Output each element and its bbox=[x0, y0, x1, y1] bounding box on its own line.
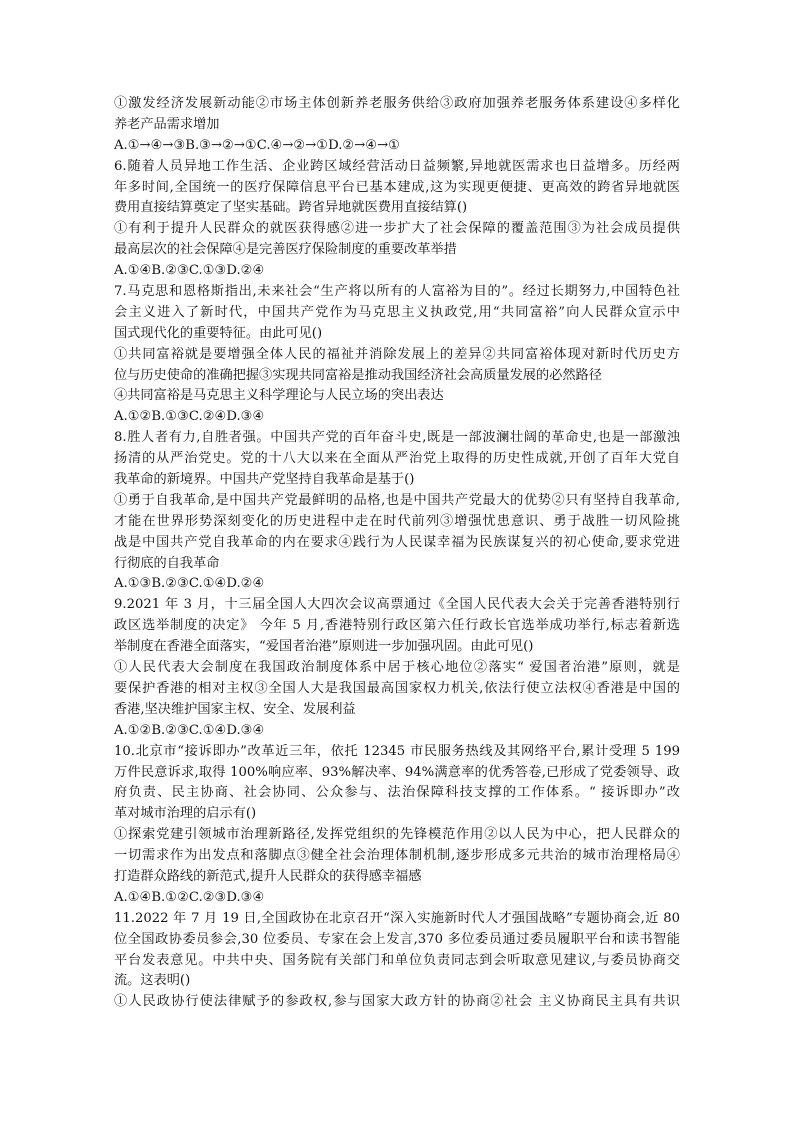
text-line: 战是中国共产党自我革命的内在要求④践行为人民谋幸福为民族谋复兴的初心使命,要求党进 bbox=[114, 534, 680, 550]
text-line: ①勇于自我革命,是中国共产党最鲜明的品格,也是中国共产党最大的优势②只有坚持自我革命, bbox=[114, 492, 680, 508]
text-line: 11.2022 年 7 月 19 日,全国政协在北京召开“深入实施新时代人才强国战略”专题协商会,近 80 bbox=[114, 910, 680, 926]
text-line: 6.随着人员异地工作生活、企业跨区域经营活动日益频繁,异地就医需求也日益增多。历经两 bbox=[114, 158, 680, 174]
text-line: 10.北京市“接诉即办”改革近三年，依托 12345 市民服务热线及其网络平台,累计受理 5 199 bbox=[114, 743, 680, 759]
text-line: 8.胜人者有力,自胜者强。中国共产党的百年奋斗史,既是一部波澜壮阔的革命史,也是一部激浊 bbox=[114, 430, 680, 446]
text-line: 府负责、民主协商、社会协同、公众参与、法治保障科技支撑的工作体系。“ 接诉即办”改 bbox=[114, 785, 680, 801]
text-line: 才能在世界形势深刻变化的历史进程中走在时代前列③增强忧患意识、勇于战胜一切风险挑 bbox=[114, 513, 680, 529]
text-line: 举制度在香港全面落实，“爱国者治港”原则进一步加强巩固。由此可见() bbox=[114, 639, 534, 655]
text-line: ①探索党建引领城市治理新路径,发挥党组织的先锋模范作用②以人民为中心，把人民群众的 bbox=[114, 827, 680, 843]
text-line: ①共同富裕就是要增强全体人民的福祉并消除发展上的差异②共同富裕体现对新时代历史方 bbox=[114, 346, 680, 362]
text-line: A.①②B.①③C.②④D.③④ bbox=[114, 409, 265, 425]
text-line: 9.2021 年 3 月，十三届全国人大四次会议高票通过《全国人民代表大会关于完善香港特别行 bbox=[114, 597, 680, 613]
text-line: ①有利于提升人民群众的就医获得感②进一步扩大了社会保障的覆盖范围③为社会成员提供 bbox=[114, 221, 680, 237]
text-line: A.①④B.②③C.①③D.②④ bbox=[114, 263, 265, 279]
text-line: 国式现代化的重要特征。由此可见() bbox=[114, 325, 323, 341]
text-line: A.①→④→③B.③→②→①C.④→②→①D.②→④→① bbox=[114, 137, 400, 153]
text-line: 扬清的从严治党史。党的十八大以来在全面从严治党上取得的历史性成就,开创了百年大党自 bbox=[114, 451, 680, 467]
text-line: 政区选举制度的决定》 今年 5 月,香港特别行政区第六任行政长官选举成功举行,标志着新选 bbox=[114, 618, 680, 634]
text-line: 年多时间,全国统一的医疗保障信息平台已基本建成,这为实现更便捷、更高效的跨省异地就医 bbox=[114, 179, 680, 195]
text-line: A.①②B.②③C.①④D.③④ bbox=[114, 722, 265, 738]
text-line: A.①③B.②③C.①④D.②④ bbox=[114, 576, 265, 592]
text-line: 费用直接结算奠定了坚实基础。跨省异地就医费用直接结算() bbox=[114, 200, 468, 216]
text-line: 革对城市治理的启示有() bbox=[114, 806, 257, 822]
text-line: 会主义进入了新时代，中国共产党作为马克思主义执政党,用“共同富裕”向人民群众宣示中 bbox=[114, 304, 680, 320]
text-line: 行彻底的自我革命 bbox=[114, 555, 220, 571]
text-line: 流。这表明() bbox=[114, 973, 191, 989]
text-line: ①人民代表大会制度在我国政治制度体系中居于核心地位②落实“ 爱国者治港”原则，就是 bbox=[114, 660, 680, 676]
text-line: A.①④B.①②C.②③D.③④ bbox=[114, 889, 265, 905]
text-line: 平台发表意见。中共中央、国务院有关部门和单位负责同志到会听取意见建议,与委员协商交 bbox=[114, 952, 680, 968]
text-line: 万件民意诉求,取得 100%响应率、93%解决率、94%满意率的优秀答卷,已形成了党委领导、政 bbox=[114, 764, 680, 780]
text-line: 香港,坚决维护国家主权、安全、发展利益 bbox=[114, 701, 356, 717]
text-line: ④共同富裕是马克思主义科学理论与人民立场的突出表达 bbox=[114, 388, 444, 404]
text-line: 一切需求作为出发点和落脚点③健全社会治理体制机制,逐步形成多元共治的城市治理格局④ bbox=[114, 848, 680, 864]
text-line: ①激发经济发展新动能②市场主体创新养老服务供给③政府加强养老服务体系建设④多样化 bbox=[114, 96, 680, 111]
text-line: 养老产品需求增加 bbox=[114, 116, 220, 132]
text-line: 7.马克思和恩格斯指出,未来社会“生产将以所有的人富裕为目的”。经过长期努力,中国特色社 bbox=[114, 284, 680, 300]
text-line: 最高层次的社会保障④是完善医疗保险制度的重要改革举措 bbox=[114, 242, 457, 258]
text-line: ①人民政协行使法律赋予的参政权,参与国家大政方针的协商②社会 主义协商民主具有共识 bbox=[114, 994, 680, 1010]
text-line: 要保护香港的相对主权③全国人大是我国最高国家权力机关,依法行使立法权④香港是中国的 bbox=[114, 680, 680, 696]
text-line: 位与历史使命的准确把握③实现共同富裕是推动我国经济社会高质量发展的必然路径 bbox=[114, 367, 602, 383]
text-line: 打造群众路线的新范式,提升人民群众的获得感幸福感 bbox=[114, 868, 422, 884]
text-line: 我革命的新境界。中国共产党坚持自我革命是基于() bbox=[114, 472, 415, 488]
exam-text bbox=[114, 94, 680, 1013]
text-line: 位全国政协委员参会,30 位委员、专家在会上发言,370 多位委员通过委员履职平台和读书智能 bbox=[114, 931, 680, 947]
